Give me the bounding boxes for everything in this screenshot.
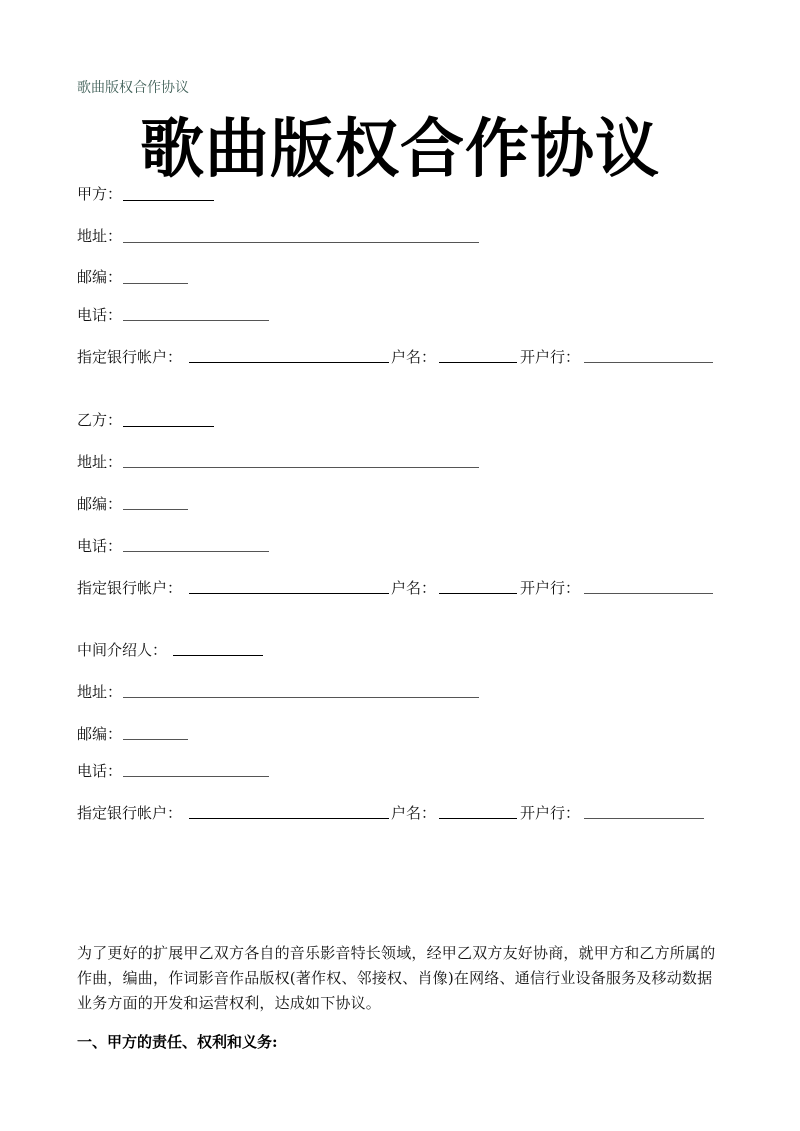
party-b-bank-label: 开户行：	[520, 579, 581, 597]
document-title: 歌曲版权合作协议	[140, 113, 660, 187]
party-a-phone-label: 电话：	[77, 306, 123, 324]
intermediary-phone-label: 电话：	[77, 762, 123, 780]
party-a-postcode-field[interactable]	[123, 283, 188, 284]
intermediary-bank-account-field[interactable]	[189, 818, 389, 819]
intermediary-bank-account-label: 指定银行帐户：	[77, 804, 183, 822]
party-a-bank-account-field[interactable]	[189, 362, 389, 363]
intermediary-bank-field[interactable]	[584, 818, 704, 819]
party-b-postcode-label: 邮编：	[77, 495, 123, 513]
party-b-phone-field[interactable]	[123, 551, 269, 552]
intermediary-bank-label: 开户行：	[520, 804, 581, 822]
party-b-address-field[interactable]	[123, 467, 479, 468]
party-a-bank-field[interactable]	[584, 362, 713, 363]
party-b-account-name-label: 户名：	[391, 579, 437, 597]
header-title: 歌曲版权合作协议	[77, 80, 189, 96]
intermediary-account-name-field[interactable]	[439, 818, 517, 819]
intermediary-account-name-label: 户名：	[391, 804, 437, 822]
party-b-bank-account-label: 指定银行帐户：	[77, 579, 183, 597]
party-b-bank-account-field[interactable]	[189, 593, 389, 594]
intermediary-phone-field[interactable]	[123, 776, 269, 777]
intermediary-address-label: 地址：	[77, 683, 123, 701]
party-a-bank-account-label: 指定银行帐户：	[77, 348, 183, 366]
party-b-postcode-field[interactable]	[123, 509, 188, 510]
party-b-name-field[interactable]	[123, 426, 214, 427]
party-a-account-name-field[interactable]	[439, 362, 517, 363]
section-1-heading: 一、甲方的责任、权利和义务:	[77, 1033, 278, 1051]
party-b-bank-field[interactable]	[584, 593, 713, 594]
party-a-name-label: 甲方：	[77, 185, 123, 203]
party-a-address-label: 地址：	[77, 227, 123, 245]
party-a-phone-field[interactable]	[123, 320, 269, 321]
intermediary-name-field[interactable]	[173, 655, 263, 656]
party-b-address-label: 地址：	[77, 453, 123, 471]
intermediary-postcode-field[interactable]	[123, 739, 188, 740]
party-b-phone-label: 电话：	[77, 537, 123, 555]
party-a-postcode-label: 邮编：	[77, 268, 123, 286]
intermediary-name-label: 中间介绍人：	[77, 641, 168, 659]
intermediary-postcode-label: 邮编：	[77, 725, 123, 743]
party-b-account-name-field[interactable]	[439, 593, 517, 594]
party-a-account-name-label: 户名：	[391, 348, 437, 366]
party-a-bank-label: 开户行：	[520, 348, 581, 366]
intro-paragraph: 为了更好的扩展甲乙双方各自的音乐影音特长领域，经甲乙双方友好协商，就甲方和乙方所属的作曲，编曲，作词影音作品版权(著作权、邻接权、肖像)在网络、通信行业设备服务及移动数据业务方面的开发和运营权利，达成如下协议。	[77, 944, 716, 1012]
party-b-name-label: 乙方：	[77, 411, 123, 429]
party-a-address-field[interactable]	[123, 242, 479, 243]
intermediary-address-field[interactable]	[123, 697, 479, 698]
party-a-name-field[interactable]	[123, 200, 214, 201]
